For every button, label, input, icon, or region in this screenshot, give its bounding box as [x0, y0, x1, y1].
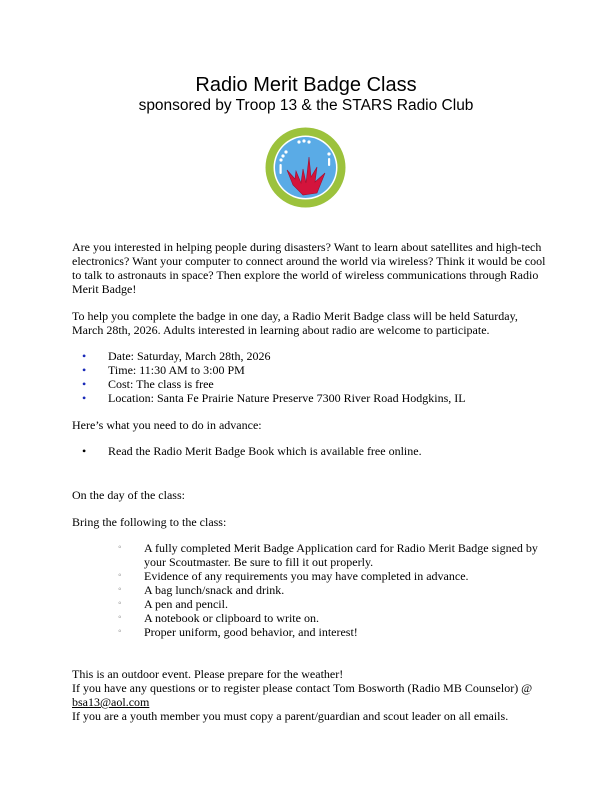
bring-heading: Bring the following to the class:: [72, 514, 227, 529]
intro-paragraph: Are you interested in helping people during disasters? Want to learn about satellites and high-tech electronics? Want your computer to connect around the world via wireless? Think it would be cool to talk to astronauts in space? Then explore the world of wireless communications through Radio Merit Badge!: [72, 240, 546, 296]
advance-item: • Read the Radio Merit Badge Book which is available free online.: [72, 444, 552, 458]
bring-item: ◦ A fully completed Merit Badge Application card for Radio Merit Badge signed by your Scoutmaster. Be sure to fill it out properly.: [116, 541, 546, 569]
email-link[interactable]: bsa13@aol.com: [72, 695, 150, 709]
detail-date: • Date: Saturday, March 28th, 2026: [72, 349, 552, 363]
page-title: Radio Merit Badge Class: [195, 74, 417, 96]
bring-item: ◦ A notebook or clipboard to write on.: [116, 611, 546, 625]
youth-note: If you are a youth member you must copy a parent/guardian and scout leader on all emails.: [72, 709, 509, 723]
contact-text: If you have any questions or to register please contact Tom Bosworth (Radio MB Counselor) @: [72, 681, 533, 695]
weather-note: This is an outdoor event. Please prepare for the weather!: [72, 667, 344, 681]
document-body: [72, 240, 552, 723]
bring-item: ◦ A bag lunch/snack and drink.: [116, 583, 546, 597]
class-paragraph: To help you complete the badge in one day, a Radio Merit Badge class will be held Saturday, March 28th, 2026. Adults interested in learning about radio are welcome to participate.: [72, 308, 518, 337]
day-of-heading: On the day of the class:: [72, 488, 185, 502]
bring-item: ◦ Proper uniform, good behavior, and interest!: [116, 625, 546, 639]
detail-cost: • Cost: The class is free: [72, 377, 552, 391]
footer: [72, 667, 552, 723]
advance-heading: Here’s what you need to do in advance:: [72, 417, 262, 432]
event-details-list: [72, 349, 552, 405]
radio-merit-badge-icon: [265, 127, 346, 208]
detail-time: • Time: 11:30 AM to 3:00 PM: [72, 363, 552, 377]
page-subtitle: sponsored by Troop 13 & the STARS Radio Club: [138, 97, 474, 114]
contact-line: [72, 681, 552, 709]
advance-list: [72, 444, 552, 458]
bring-item: ◦ Evidence of any requirements you may have completed in advance.: [116, 569, 546, 583]
detail-location: • Location: Santa Fe Prairie Nature Preserve 7300 River Road Hodgkins, IL: [72, 391, 552, 405]
header: [0, 74, 612, 115]
bring-list: [116, 541, 546, 639]
bring-item: ◦ A pen and pencil.: [116, 597, 546, 611]
